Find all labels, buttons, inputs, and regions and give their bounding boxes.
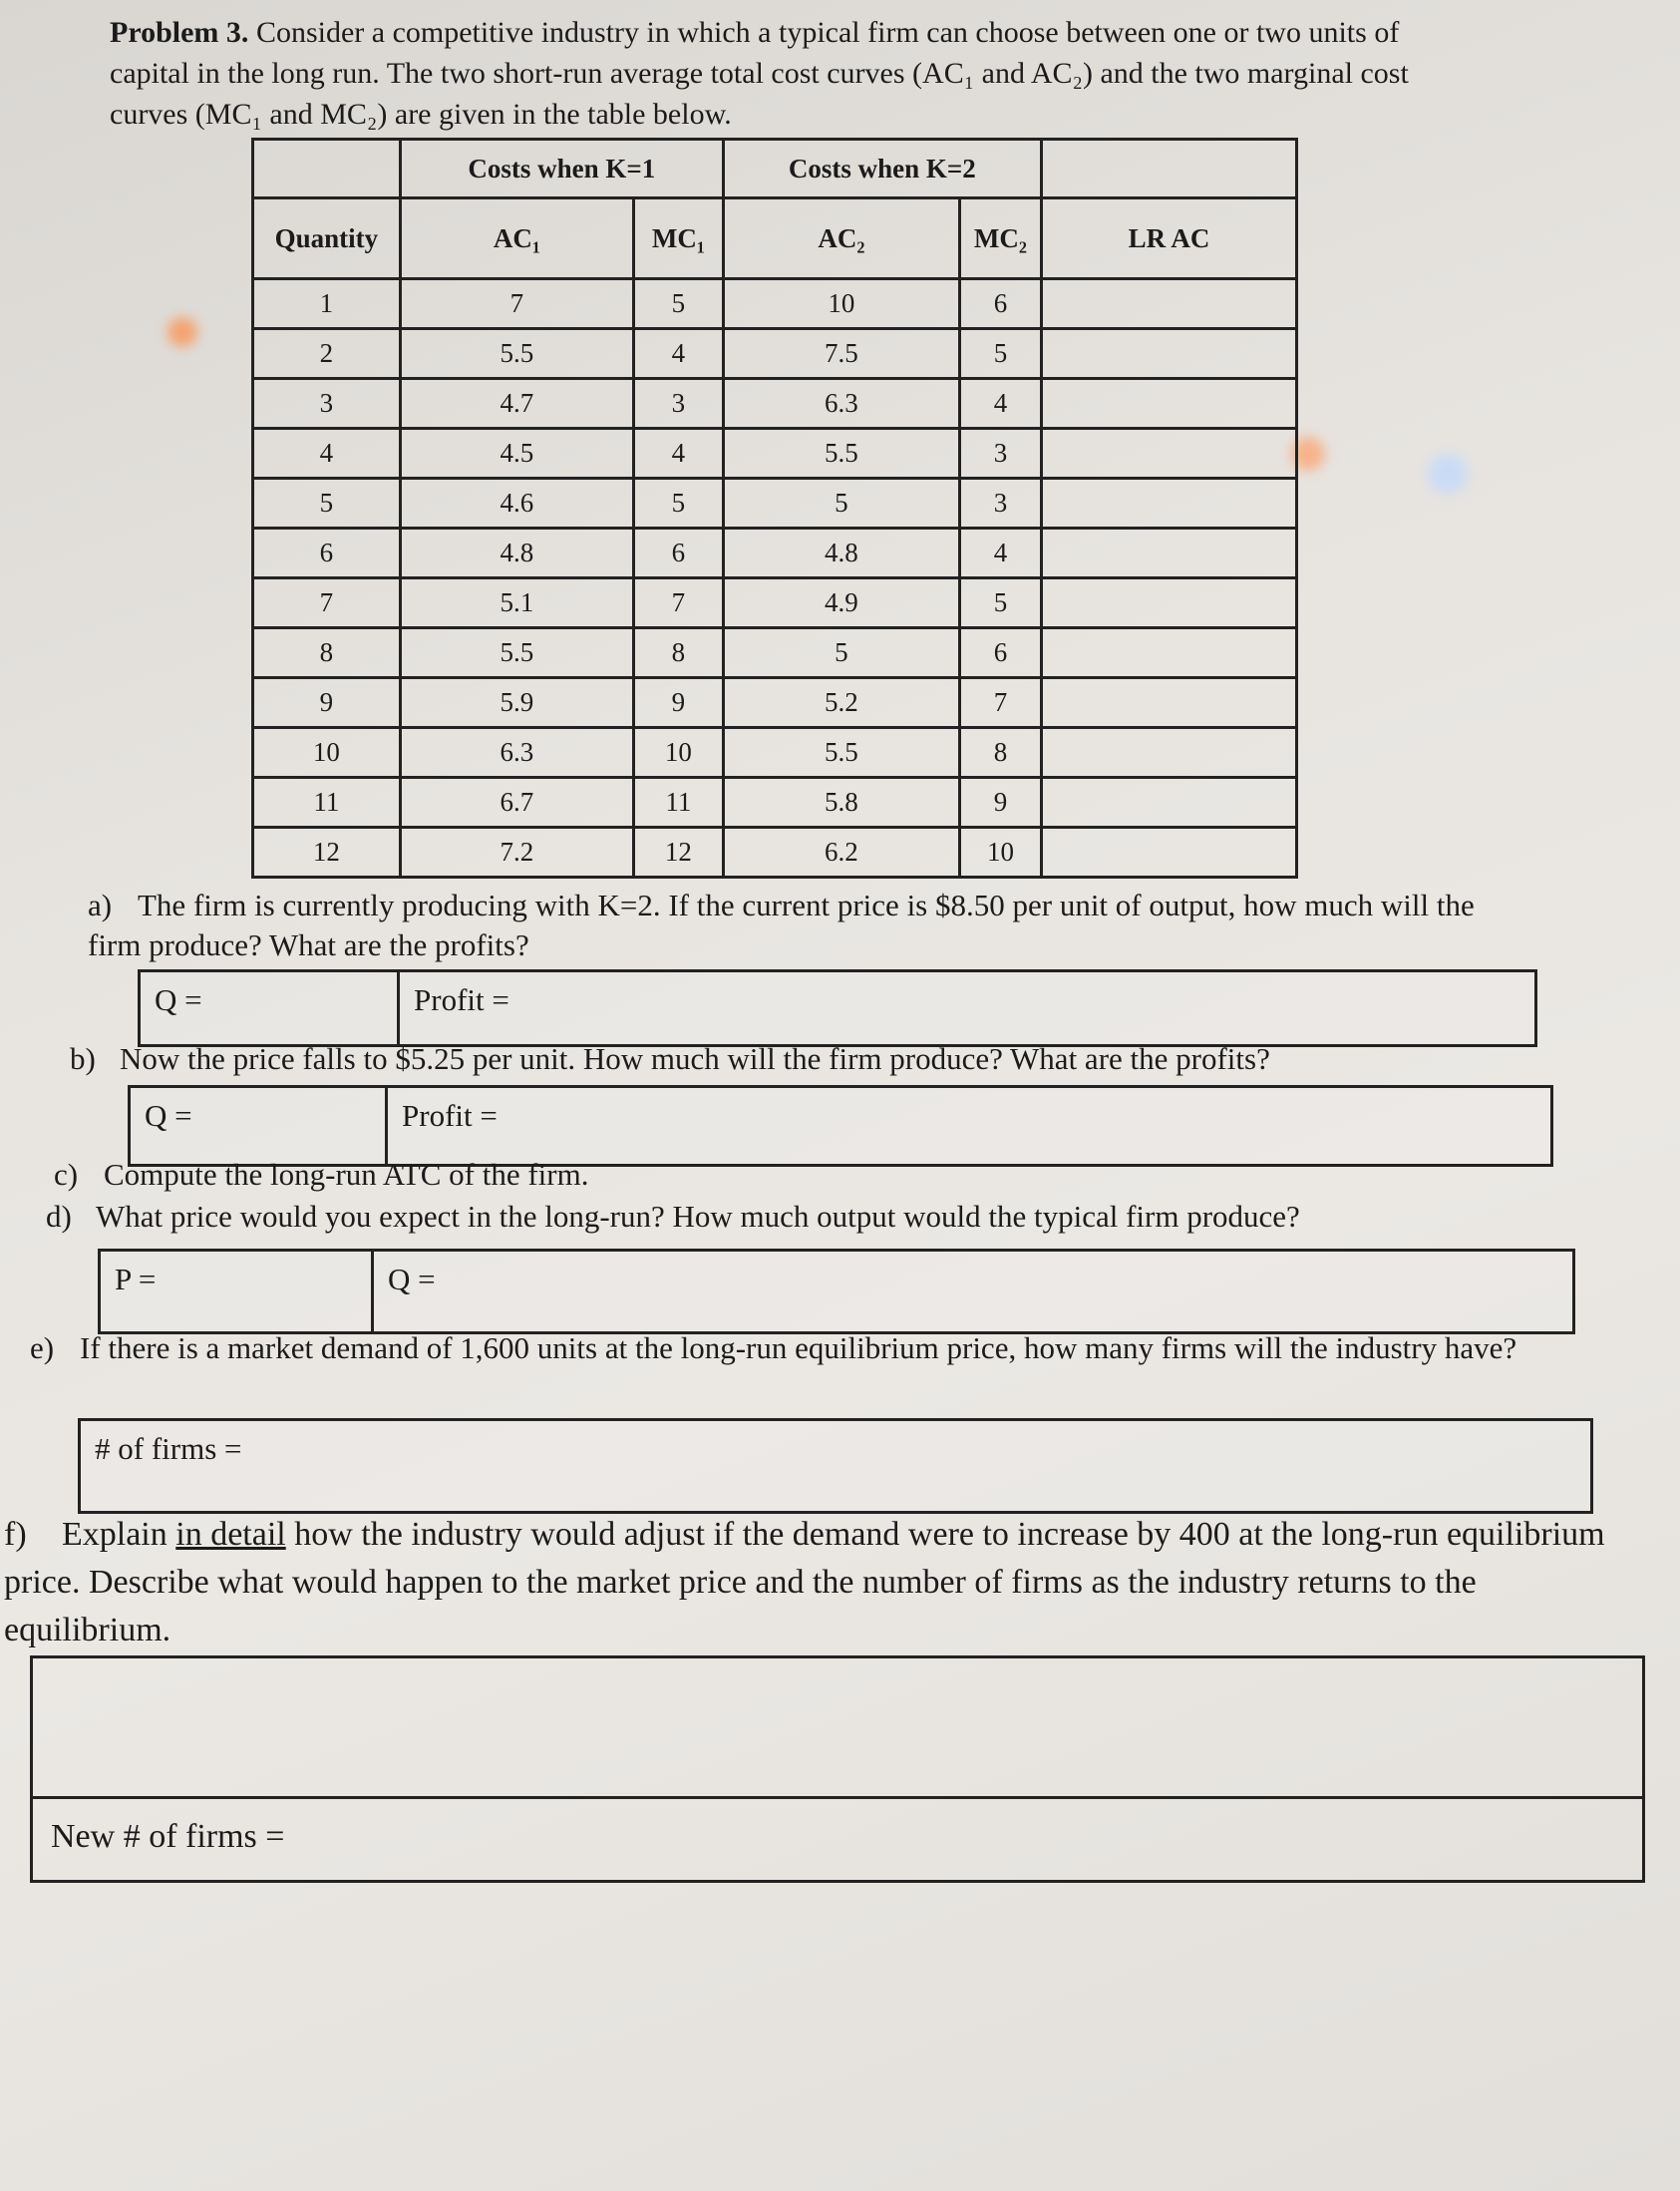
light-glare <box>168 317 197 347</box>
question-a <box>88 886 1523 965</box>
column-header: LR AC <box>1041 198 1296 279</box>
table-row <box>253 329 1297 379</box>
profit-field[interactable]: Profit = <box>402 1098 498 1133</box>
table-cell: 9 <box>253 678 401 728</box>
table-cell: 10 <box>634 728 724 778</box>
table-row <box>253 828 1297 878</box>
problem-label: Problem 3. <box>110 16 249 49</box>
table-cell: 8 <box>253 628 401 678</box>
table-cell: 4 <box>634 429 724 479</box>
question-label: c) <box>54 1157 79 1192</box>
table-cell: 10 <box>960 828 1042 878</box>
table-cell: 12 <box>253 828 401 878</box>
question-text: What price would you expect in the long-run? How much output would the typical firm produce? <box>96 1199 1300 1234</box>
table-cell: 4.8 <box>400 529 633 578</box>
firms-field[interactable]: # of firms = <box>95 1431 242 1466</box>
table-cell: 6.3 <box>400 728 633 778</box>
table-cell: 8 <box>634 628 724 678</box>
lrac-cell[interactable] <box>1041 628 1296 678</box>
table-row <box>253 529 1297 578</box>
table-cell: 5 <box>723 479 959 529</box>
table-cell: 5.5 <box>723 728 959 778</box>
table-cell: 6 <box>960 628 1042 678</box>
table-cell: 4 <box>960 379 1042 429</box>
lrac-cell[interactable] <box>1041 828 1296 878</box>
table-cell: 9 <box>634 678 724 728</box>
table-cell: 6.2 <box>723 828 959 878</box>
table-cell: 3 <box>960 479 1042 529</box>
question-text-pre: Explain <box>62 1516 168 1553</box>
lrac-cell[interactable] <box>1041 379 1296 429</box>
lrac-cell[interactable] <box>1041 728 1296 778</box>
box-divider <box>33 1796 1642 1799</box>
table-cell: 5.1 <box>400 578 633 628</box>
table-row <box>253 628 1297 678</box>
question-text-post: how the industry would adjust if the demand were to increase by 400 at the long-run equilibrium price. Describe what would happen to the market price and the number of firms as the industry returns to the equilibrium. <box>4 1516 1605 1648</box>
lrac-cell[interactable] <box>1041 429 1296 479</box>
table-cell: 2 <box>253 329 401 379</box>
table-cell: 5 <box>960 329 1042 379</box>
table-cell: 5 <box>634 479 724 529</box>
question-label: d) <box>46 1199 72 1234</box>
table-cell: 8 <box>960 728 1042 778</box>
group-header-k2: Costs when K=2 <box>723 140 1041 198</box>
lrac-cell[interactable] <box>1041 578 1296 628</box>
table-cell: 10 <box>253 728 401 778</box>
question-b <box>70 1039 1565 1079</box>
column-header: Quantity <box>253 198 401 279</box>
question-label: b) <box>70 1041 96 1076</box>
table-cell: 4.6 <box>400 479 633 529</box>
lrac-cell[interactable] <box>1041 529 1296 578</box>
table-row <box>253 479 1297 529</box>
table-cell: 5.5 <box>400 329 633 379</box>
p-field[interactable]: P = <box>101 1252 374 1331</box>
table-row <box>253 379 1297 429</box>
table-cell: 4.5 <box>400 429 633 479</box>
table-cell: 4 <box>253 429 401 479</box>
table-cell: 7 <box>253 578 401 628</box>
table-cell: 11 <box>253 778 401 828</box>
question-f <box>4 1511 1619 1654</box>
q-field[interactable]: Q = <box>131 1088 388 1164</box>
table-cell: 5.5 <box>400 628 633 678</box>
table-cell: 6.3 <box>723 379 959 429</box>
answer-box-d[interactable] <box>98 1249 1575 1334</box>
table-cell: 6 <box>253 529 401 578</box>
header-blank <box>253 140 401 198</box>
lrac-cell[interactable] <box>1041 329 1296 379</box>
cost-table <box>251 138 1298 879</box>
q-field[interactable]: Q = <box>141 972 400 1044</box>
question-label: f) <box>4 1516 27 1553</box>
table-cell: 5.9 <box>400 678 633 728</box>
table-cell: 4 <box>960 529 1042 578</box>
question-label: a) <box>88 888 113 922</box>
table-cell: 4.9 <box>723 578 959 628</box>
table-cell: 7 <box>634 578 724 628</box>
lrac-cell[interactable] <box>1041 678 1296 728</box>
lrac-cell[interactable] <box>1041 479 1296 529</box>
question-text: Now the price falls to $5.25 per unit. How much will the firm produce? What are the profits? <box>120 1041 1270 1076</box>
table-cell: 5 <box>253 479 401 529</box>
table-cell: 9 <box>960 778 1042 828</box>
table-cell: 11 <box>634 778 724 828</box>
question-d <box>46 1197 1581 1237</box>
q-field[interactable]: Q = <box>388 1262 436 1296</box>
table-cell: 5 <box>634 279 724 329</box>
table-row <box>253 429 1297 479</box>
profit-field[interactable]: Profit = <box>414 982 509 1017</box>
table-cell: 7 <box>960 678 1042 728</box>
question-text-underlined: in detail <box>175 1516 286 1553</box>
table-cell: 5.5 <box>723 429 959 479</box>
column-header: AC₁ <box>400 198 633 279</box>
table-cell: 6 <box>634 529 724 578</box>
question-text: The firm is currently producing with K=2. If the current price is $8.50 per unit of output, how much will the firm produce? What are the profits? <box>88 888 1475 962</box>
question-c <box>54 1155 1549 1195</box>
table-row <box>253 728 1297 778</box>
column-header: MC₁ <box>634 198 724 279</box>
table-row <box>253 578 1297 628</box>
table-cell: 4.8 <box>723 529 959 578</box>
table-row <box>253 778 1297 828</box>
table-cell: 4 <box>634 329 724 379</box>
cost-table-body <box>253 279 1297 878</box>
column-header: AC₂ <box>723 198 959 279</box>
table-cell: 5.2 <box>723 678 959 728</box>
lrac-cell[interactable] <box>1041 778 1296 828</box>
question-text: If there is a market demand of 1,600 units at the long-run equilibrium price, how many firms will the industry have? <box>80 1330 1517 1365</box>
answer-box-e[interactable] <box>78 1418 1593 1514</box>
table-cell: 7.5 <box>723 329 959 379</box>
question-e <box>30 1328 1585 1368</box>
new-firms-field[interactable]: New # of firms = <box>51 1818 285 1855</box>
table-row <box>253 279 1297 329</box>
problem-text: Consider a competitive industry in which a typical firm can choose between one or two units of capital in the long run. The two short-run average total cost curves (AC₁ and AC₂) and the two marginal cost curves (MC₁ and MC₂) are given in the table below. <box>110 16 1409 131</box>
problem-intro <box>110 12 1486 135</box>
table-cell: 3 <box>253 379 401 429</box>
table-cell: 10 <box>723 279 959 329</box>
question-label: e) <box>30 1330 55 1365</box>
question-text: Compute the long-run ATC of the firm. <box>104 1157 589 1192</box>
table-cell: 7.2 <box>400 828 633 878</box>
answer-box-a[interactable] <box>138 969 1537 1047</box>
table-cell: 5 <box>960 578 1042 628</box>
table-cell: 3 <box>960 429 1042 479</box>
table-cell: 3 <box>634 379 724 429</box>
table-cell: 6 <box>960 279 1042 329</box>
table-cell: 4.7 <box>400 379 633 429</box>
column-header: MC₂ <box>960 198 1042 279</box>
table-cell: 12 <box>634 828 724 878</box>
group-header-k1: Costs when K=1 <box>400 140 723 198</box>
header-blank <box>1041 140 1296 198</box>
table-cell: 7 <box>400 279 633 329</box>
table-cell: 5.8 <box>723 778 959 828</box>
light-glare <box>1428 454 1468 494</box>
table-cell: 6.7 <box>400 778 633 828</box>
table-cell: 5 <box>723 628 959 678</box>
lrac-cell[interactable] <box>1041 279 1296 329</box>
table-cell: 1 <box>253 279 401 329</box>
table-row <box>253 678 1297 728</box>
answer-box-f[interactable] <box>30 1655 1645 1883</box>
